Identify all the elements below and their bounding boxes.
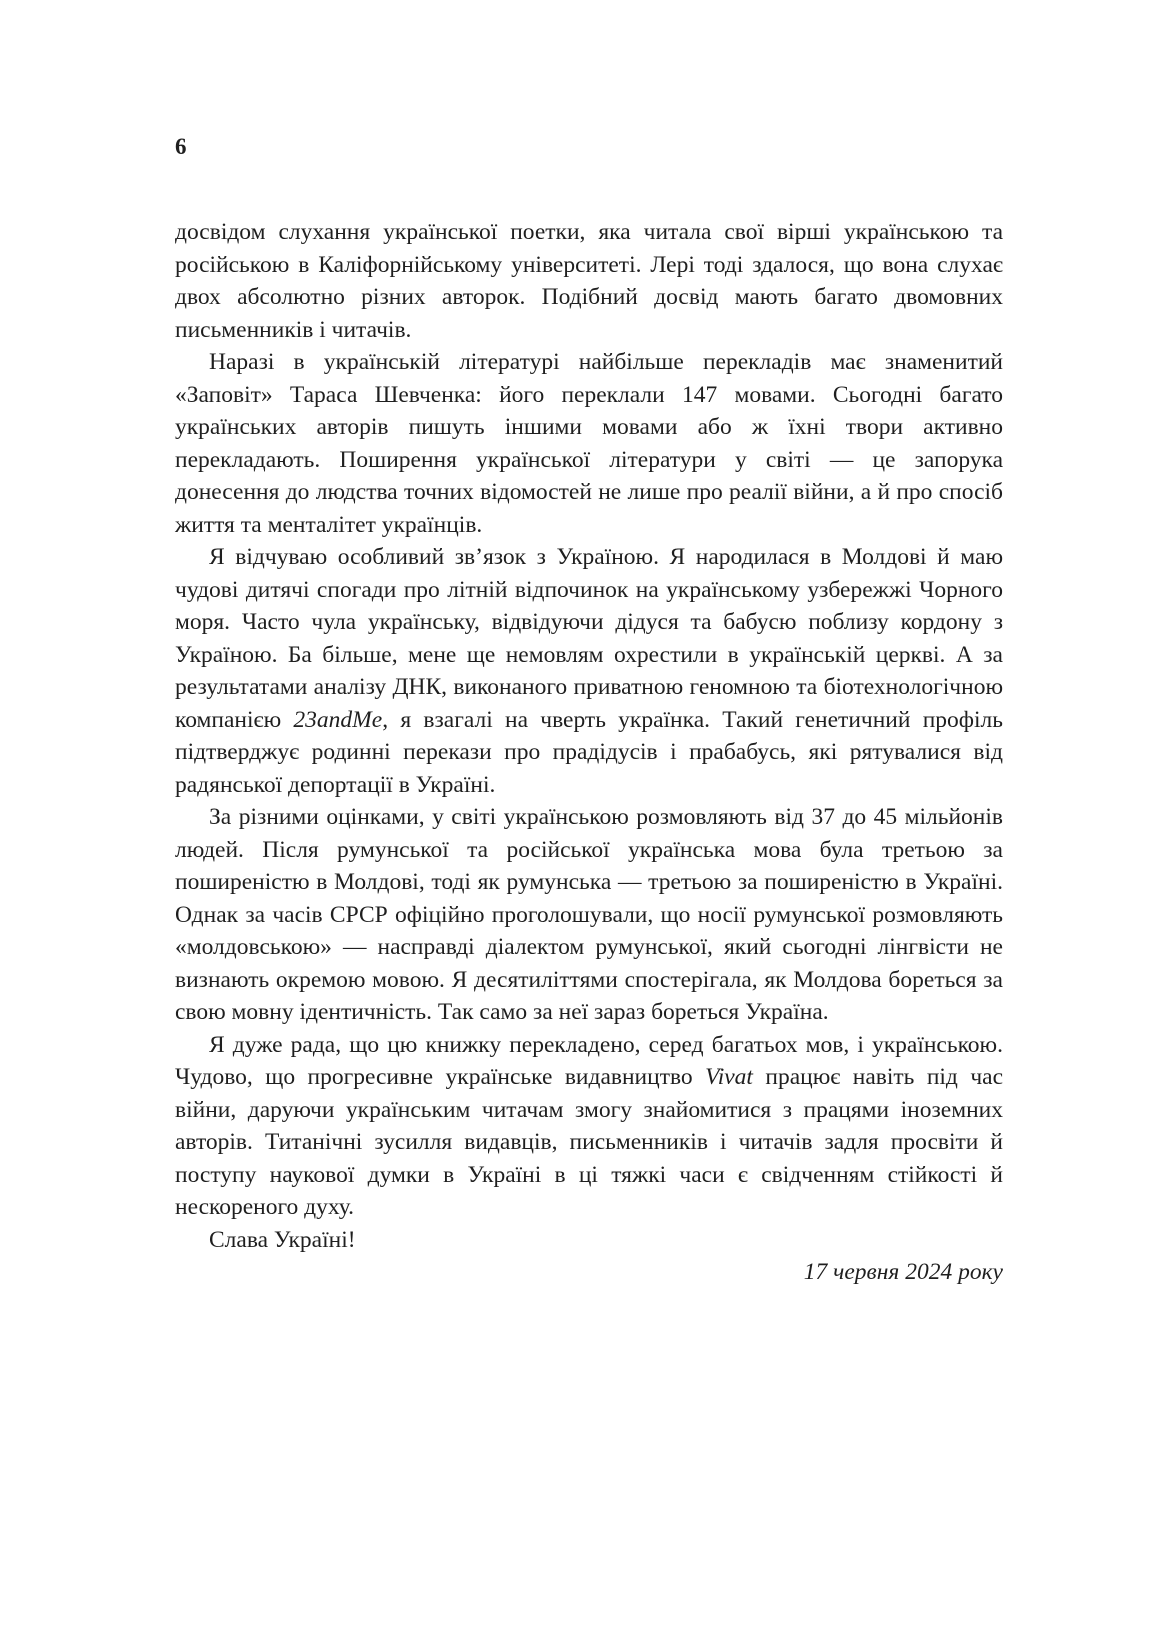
publisher-name-vivat: Vivat [705, 1064, 753, 1090]
paragraph-text: Я відчуваю особливий зв’язок з Україною. Я народилася в Молдові й маю чудові дитячі спогади про літній відпочинок на українському узбережжі Чорного моря. Часто чула українську, відвідуючи дідуся та бабусю поблизу кордону з Україною. Ба більше, мене ще немовлям охрестили в українській церкві. А за результатами аналізу ДНК, виконаного приватною геномною та біотехнологічною компанією [175, 544, 1003, 733]
paragraph-text: працює навіть під час війни, даруючи українським читачам змогу знайомитися з працями іноземних авторів. Титанічні зусилля видавців, письменників і читачів задля просвіти й поступу наукової думки в Україні в ці тяжкі часи є свідченням стійкості й нескореного духу. [175, 1064, 1003, 1220]
paragraph-text: Я дуже рада, що цю книжку перекладено, серед багатьох мов, і українською. Чудово, що прогресивне українське видавництво [175, 1031, 1003, 1090]
text-column [175, 216, 1003, 1289]
date-line [175, 1256, 1003, 1289]
company-name-23andme: 23andMe [293, 706, 383, 733]
paragraph-2 [175, 346, 1003, 541]
paragraph-4 [175, 801, 1003, 1029]
paragraph-5 [175, 1029, 1003, 1224]
paragraph-text: Наразі в українській літературі найбільше перекладів має знаменитий «Заповіт» Тараса Шевченка: його переклали 147 мовами. Сьогодні багато українських авторів пишуть іншими мовами або ж їхні твори активно перекладають. Поширення української літератури у світі — це запорука донесення до людства точних відомостей не лише про реалії війни, а й про спосіб життя та менталітет українців. [175, 349, 1003, 538]
paragraph-text: досвідом слухання української поетки, яка читала свої вірші українською та російською в Каліфорнійському університеті. Лері тоді здалося, що вона слухає двох абсолютно різних авторок. Подібний досвід мають багато двомовних письменників і читачів. [175, 219, 1003, 343]
paragraph-text: За різними оцінками, у світі українською розмовляють від 37 до 45 мільйонів людей. Після румунської та російської українська мова була третьою за поширеністю в Молдові, тоді як румунська — третьою за поширеністю в Україні. Однак за часів СРСР офіційно проголошували, що носії румунської розмовляють «молдовською» — насправді діалектом румунської, який сьогодні лінгвісти не визнають окремою мовою. Я десятиліттями спостерігала, як Молдова бореться за свою мовну ідентичність. Так само за неї зараз бореться Україна. [175, 804, 1003, 1025]
page-number: 6 [175, 134, 187, 159]
paragraph-text: Слава Україні! [209, 1226, 356, 1253]
paragraph-text: , я взагалі на чверть українка. Такий генетичний профіль підтверджує родинні перекази про прадідусів і прабабусь, які рятувалися від радянської депортації в Україні. [175, 706, 1003, 798]
date-text: 17 червня 2024 року [803, 1259, 1003, 1285]
paragraph-slava-ukraini [175, 1224, 1003, 1257]
paragraph-3 [175, 541, 1003, 801]
paragraph-1 [175, 216, 1003, 346]
